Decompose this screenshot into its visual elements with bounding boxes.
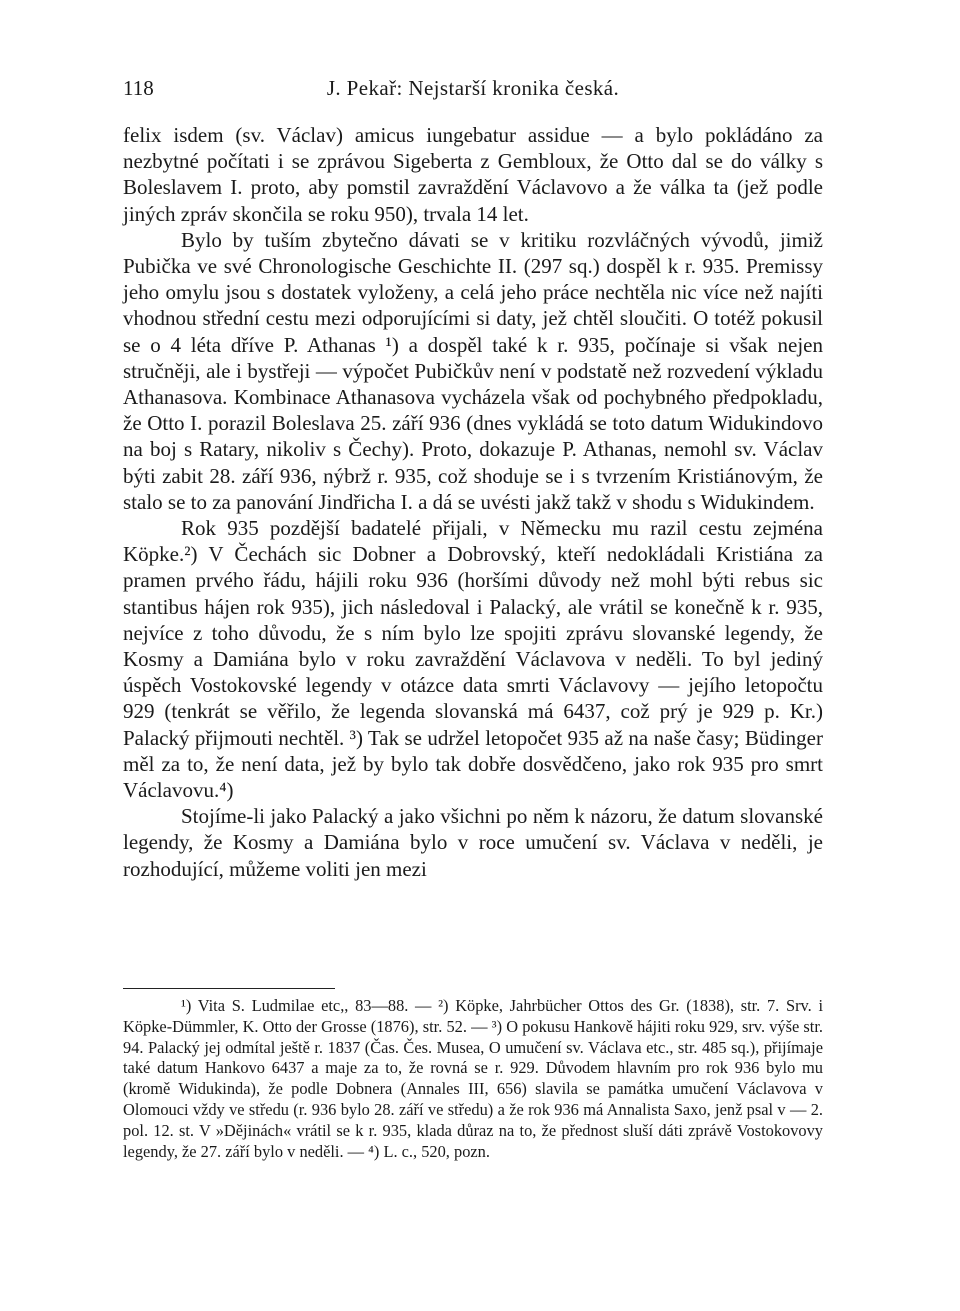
running-head bbox=[123, 74, 823, 102]
running-title: J. Pekař: Nejstarší kronika česká. bbox=[326, 76, 620, 100]
page-number: 118 bbox=[123, 76, 154, 100]
paragraph: Rok 935 pozdější badatelé přijali, v Německu mu razil cestu zejména Köpke.²) V Čechách sic Dobner a Dobrovský, kteří nedokládali Kristiána za pramen prvého řádu, hájili roku 936 (horšími důvody než mohl býti rebus sic stantibus hájen rok 935), jich následoval i Palacký, ale vrátil se konečně k r. 935, nejvíce z toho důvodu, že s ním bylo lze spojiti zprávu slovanské legendy, že Kosmy a Damiána bylo v roku zavraždění Václavova v neděli. To byl jediný úspěch Vostokovské legendy v otázce data smrti Václavovy — jejího letopočtu 929 (tenkrát se věřilo, že legenda slovanská má 6437, což prý je 929 p. Kr.) Palacký přijmouti nechtěl. ³) Tak se udržel letopočet 935 až na naše časy; Büdinger měl za to, že není data, jež by bylo tak dobře dosvědčeno, jako rok 935 pro smrt Václavovu.⁴) bbox=[123, 516, 823, 803]
footnotes bbox=[123, 996, 823, 1162]
footnote-rule bbox=[123, 988, 335, 989]
paragraph: Stojíme-li jako Palacký a jako všichni po něm k názoru, že datum slovanské legendy, že Kosmy a Damiána bylo v roce umučení sv. Václava v neděli, je rozhodující, můžeme voliti jen mezi bbox=[123, 804, 823, 881]
footnote-text: ¹) Vita S. Ludmilae etc,, 83—88. — ²) Köpke, Jahrbücher Ottos des Gr. (1838), str. 7. Srv. i Köpke-Dümmler, K. Otto der Grosse (1876), str. 52. — ³) O pokusu Hankově hájiti roku 929, srv. výše str. 94. Palacký jej odmítal ještě r. 1837 (Čas. Čes. Musea, O umučení sv. Václava etc., str. 485 sq.), přijímaje také datum Hankovo 6437 a maje za to, že rovná se r. 929. Důvodem hlavním pro rok 936 bylo mu (kromě Widukinda), že podle Dobnera (Annales III, 656) slavila se památka umučení Václavova v Olomouci vždy ve středu (r. 936 bylo 28. září ve středu) a že rok 936 má Annalista Saxo, jenž psal v — 2. pol. 12. st. V »Dějinách« vrátil se k r. 935, klada důraz na to, že přednost sluší dáti zprávě Vostokovovy legendy, že 27. září bylo v neděli. — ⁴) L. c., 520, pozn. bbox=[123, 996, 823, 1161]
paragraph-continuation: felix isdem (sv. Václav) amicus iungebatur assidue — a bylo pokládáno za nezbytné počítati i se zprávou Sigeberta z Gembloux, že Otto dal se do války s Boleslavem I. proto, aby pomstil zavraždění Václavovo a že válka ta (jež podle jiných zpráv skončila se roku 950), trvala 14 let. bbox=[123, 123, 823, 226]
body-text bbox=[123, 122, 823, 882]
paragraph: Bylo by tuším zbytečno dávati se v kritiku rozvláčných vývodů, jimiž Pubička ve své Chronologische Geschichte II. (297 sq.) dospěl k r. 935. Premissy jeho omylu jsou s dostatek vyloženy, a celá jeho práce nechtěla nic více než najíti vhodnou střední cestu mezi odporujícími si daty, jež chtěl sloučiti. O totéž pokusil se o 4 léta dříve P. Athanas ¹) a dospěl také k r. 935, počínaje si však nejen stručněji, ale i bystřeji — výpočet Pubičkův není v podstatě než rozvedení výkladu Athanasova. Kombinace Athanasova vycházela však od pochybného předpokladu, že Otto I. porazil Boleslava 25. září 936 (dnes vykládá se toto datum Widukindovo na boj s Ratary, nikoliv s Čechy). Proto, dokazuje P. Athanas, nemohl sv. Václav býti zabit 28. září 936, nýbrž r. 935, což shoduje se i s tvrzením Kristiánovým, že stalo se to za panování Jindřicha I. a dá se uvésti jakž takž v shodu s Widukindem. bbox=[123, 227, 823, 514]
